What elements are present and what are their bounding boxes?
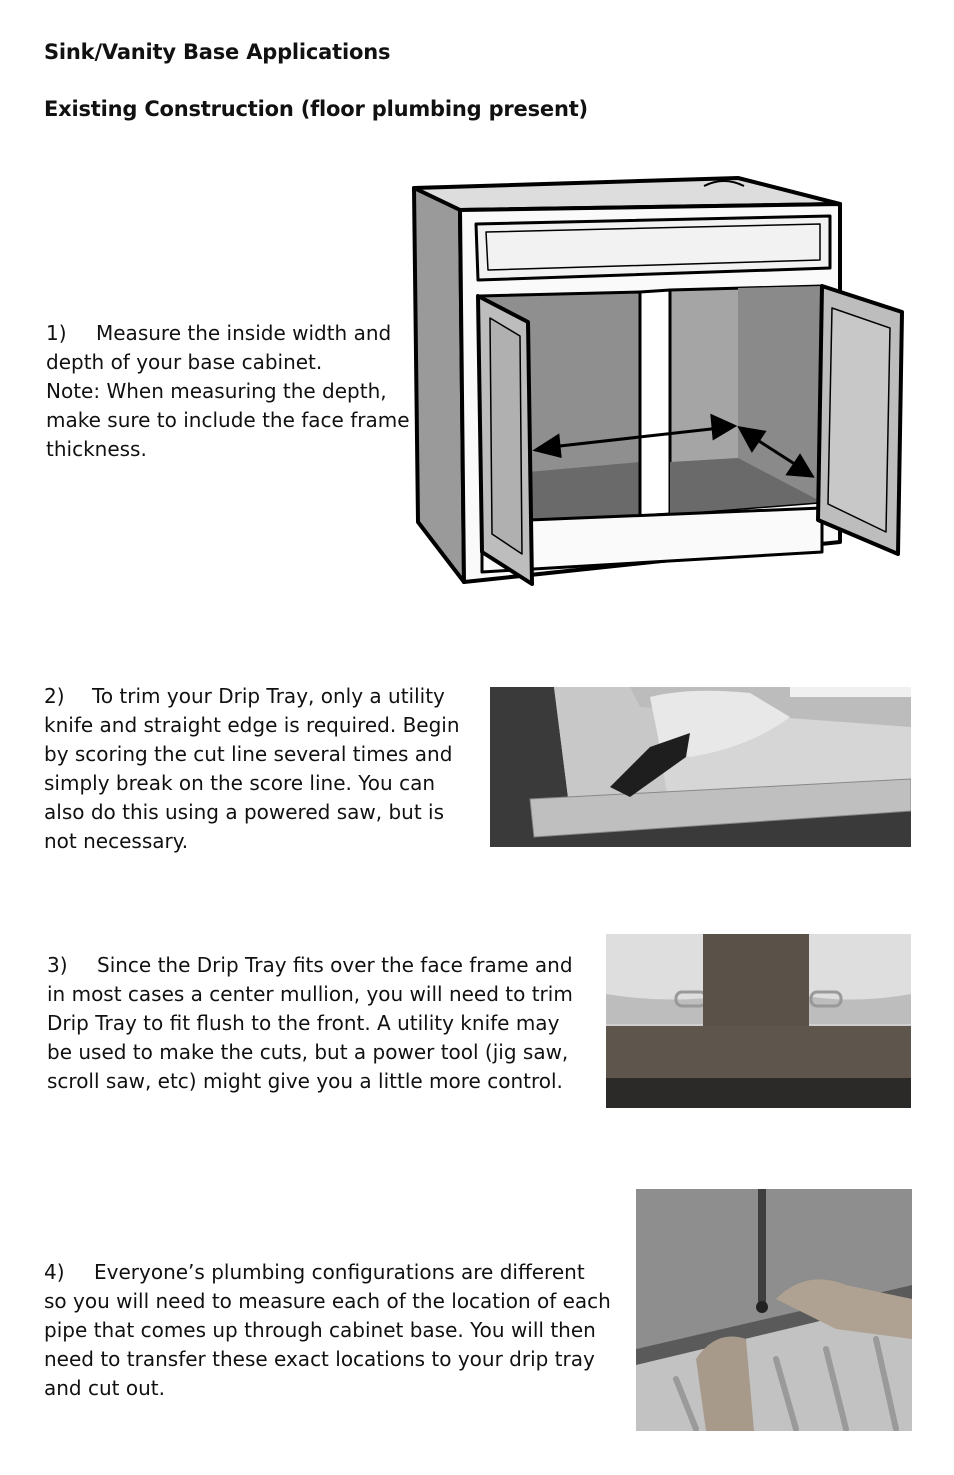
step-4-text: 4) Everyone’s plumbing configurations are different so you will need to measure each of the location of each pipe that comes up through cabinet base. You will then need to transfer these exact locations to your drip tray and cut out. xyxy=(44,1260,611,1400)
step-2-text: 2) To trim your Drip Tray, only a utility knife and straight edge is required. Begin by scoring the cut line several times and simply break on the score line. You can also do this using a powered saw, but is not necessary. xyxy=(44,684,460,853)
cabinet-diagram xyxy=(408,172,908,587)
step-3-number: 3) xyxy=(47,953,68,977)
step-2-number: 2) xyxy=(44,684,65,708)
page-subheading: Existing Construction (floor plumbing present) xyxy=(44,97,588,121)
photo-drip-tray-mullion xyxy=(606,934,911,1108)
page-heading: Sink/Vanity Base Applications xyxy=(44,40,391,64)
step-4-number: 4) xyxy=(44,1260,65,1284)
photo-utility-knife-trim xyxy=(490,687,911,847)
photo-pipe-measurement xyxy=(636,1189,912,1431)
step-1-number: 1) xyxy=(46,321,67,345)
step-3-text: 3) Since the Drip Tray fits over the face frame and in most cases a center mullion, you will need to trim Drip Tray to fit flush to the front. A utility knife may be used to make the cuts, but a power tool (jig saw, scroll saw, etc) might give you a little more control. xyxy=(47,953,573,1093)
step-1-text: 1) Measure the inside width and depth of your base cabinet. Note: When measuring the depth, make sure to include the face frame thickness. xyxy=(46,321,410,461)
